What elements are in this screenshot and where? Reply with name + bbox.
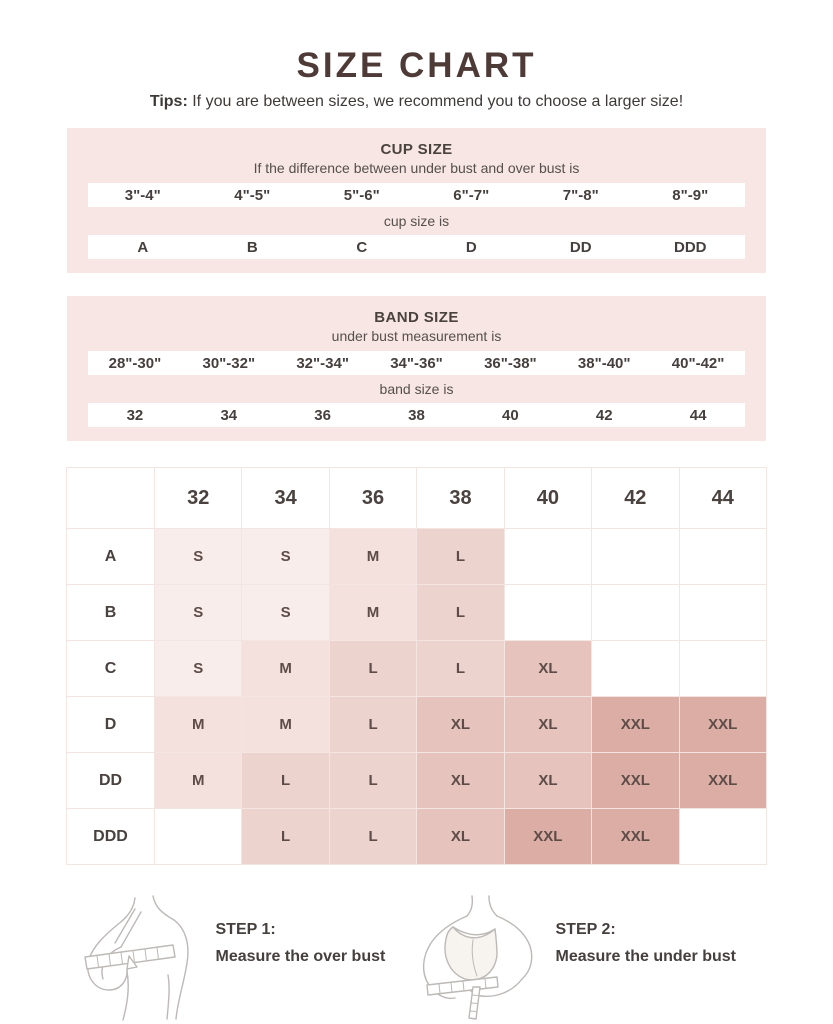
matrix-cell: S [155,529,242,585]
matrix-cell: XXL [592,697,679,753]
size-matrix-table [66,467,767,865]
band-measurement-value: 32"-34" [296,354,349,372]
matrix-cup-header: DD [67,753,155,809]
matrix-cell [592,529,679,585]
cup-letter-value: D [465,238,477,256]
matrix-cell: S [155,585,242,641]
matrix-column-header: 44 [679,468,766,529]
band-measurement-row [88,351,745,375]
band-measurement-value: 40"-42" [671,354,725,372]
matrix-cup-header: B [67,585,155,641]
band-number-value: 38 [408,406,425,424]
matrix-cell: XL [417,809,504,865]
cup-difference-value: 6"-7" [453,186,490,204]
matrix-cell: XXL [592,753,679,809]
matrix-cell: M [242,697,329,753]
matrix-row [67,641,767,697]
matrix-row [67,753,767,809]
matrix-cell: M [329,585,416,641]
band-measurement-value: 36"-38" [484,354,537,372]
matrix-cell: L [242,753,329,809]
matrix-column-header: 40 [504,468,591,529]
matrix-cell [504,529,591,585]
matrix-cell: XL [504,641,591,697]
band-number-value: 32 [126,406,144,424]
band-measurement-value: 28"-30" [108,354,162,372]
matrix-cell: S [155,641,242,697]
step-2-title: STEP 2: [555,920,616,938]
matrix-cell: L [329,697,416,753]
corner-size-label: SIZE [112,476,146,492]
matrix-column-header: 38 [417,468,504,529]
band-number-value: 36 [314,406,331,424]
band-measurement-value: 30"-32" [202,354,256,372]
matrix-cell: XL [504,697,591,753]
matrix-row [67,809,767,865]
cup-size-panel [67,128,766,273]
step-1-title: STEP 1: [215,920,276,938]
step-1-description: Measure the over bust [215,947,386,965]
cup-size-connector: cup size is [383,213,450,229]
step-2-description: Measure the under bust [555,947,736,965]
band-size-connector: band size is [379,381,454,397]
matrix-cell [679,641,766,697]
corner-cup-label: CUP [74,504,106,520]
matrix-cell [504,585,591,641]
cup-letter-value: A [137,238,149,256]
matrix-cell: XXL [679,697,766,753]
matrix-cell: M [242,641,329,697]
matrix-cell: L [329,641,416,697]
matrix-cell: M [329,529,416,585]
matrix-cell: L [417,585,504,641]
matrix-cell: XL [417,753,504,809]
band-number-value: 42 [595,406,613,424]
tips-label: Tips: [149,93,188,110]
matrix-cell: L [329,753,416,809]
matrix-cell [592,641,679,697]
matrix-header-row [67,468,767,529]
matrix-cell: S [242,529,329,585]
matrix-column-header: 36 [329,468,416,529]
matrix-cell: XL [504,753,591,809]
matrix-cup-header: C [67,641,155,697]
matrix-cell [679,529,766,585]
matrix-cup-header: D [67,697,155,753]
cup-difference-value: 5"-6" [343,186,380,204]
band-size-panel [67,296,766,441]
matrix-cup-header: A [67,529,155,585]
matrix-row [67,585,767,641]
cup-letter-value: B [246,238,258,256]
cup-difference-row [88,183,745,207]
matrix-cell: L [242,809,329,865]
matrix-cell [679,809,766,865]
cup-difference-value: 4"-5" [234,186,271,204]
matrix-cell: L [417,529,504,585]
matrix-cell [592,585,679,641]
band-number-row [88,403,745,427]
matrix-cell: L [417,641,504,697]
band-number-value: 40 [502,406,519,424]
band-size-heading: BAND SIZE [374,309,459,326]
measuring-steps [67,893,767,1021]
tips-line [0,93,833,111]
matrix-cell: XXL [504,809,591,865]
tips-text: If you are between sizes, we recommend you to choose a larger size! [192,93,684,110]
step-2-text [556,921,736,966]
cup-letter-value: DDD [674,238,707,256]
matrix-cell [155,809,242,865]
matrix-row [67,529,767,585]
matrix-row [67,697,767,753]
step-1 [67,893,417,1021]
band-size-subheading: under bust measurement is [331,328,502,344]
matrix-cell: L [329,809,416,865]
measure-under-bust-illustration [417,893,542,1021]
matrix-cell: M [155,697,242,753]
matrix-column-header: 32 [155,468,242,529]
cup-difference-value: 3"-4" [124,186,161,204]
matrix-cell [679,585,766,641]
cup-difference-value: 7"-8" [562,186,599,204]
measure-over-bust-illustration [77,893,202,1021]
band-number-value: 44 [689,406,707,424]
matrix-column-header: 34 [242,468,329,529]
cup-letter-value: DD [569,238,592,256]
band-measurement-value: 34"-36" [390,354,443,372]
step-2 [417,893,767,1021]
band-measurement-value: 38"-40" [577,354,631,372]
cup-letter-row [88,235,745,259]
matrix-cell: XXL [592,809,679,865]
band-number-value: 34 [220,406,238,424]
matrix-cell: XL [417,697,504,753]
matrix-corner-cell [67,468,155,529]
matrix-column-header: 42 [592,468,679,529]
matrix-cell: S [242,585,329,641]
cup-size-subheading: If the difference between under bust and over bust is [253,160,580,176]
matrix-cup-header: DDD [67,809,155,865]
cup-size-heading: CUP SIZE [380,141,453,158]
step-1-text [216,921,386,966]
matrix-cell: M [155,753,242,809]
cup-difference-value: 8"-9" [672,186,709,204]
matrix-cell: XXL [679,753,766,809]
cup-letter-value: C [356,238,368,256]
page-title: SIZE CHART [296,46,537,85]
